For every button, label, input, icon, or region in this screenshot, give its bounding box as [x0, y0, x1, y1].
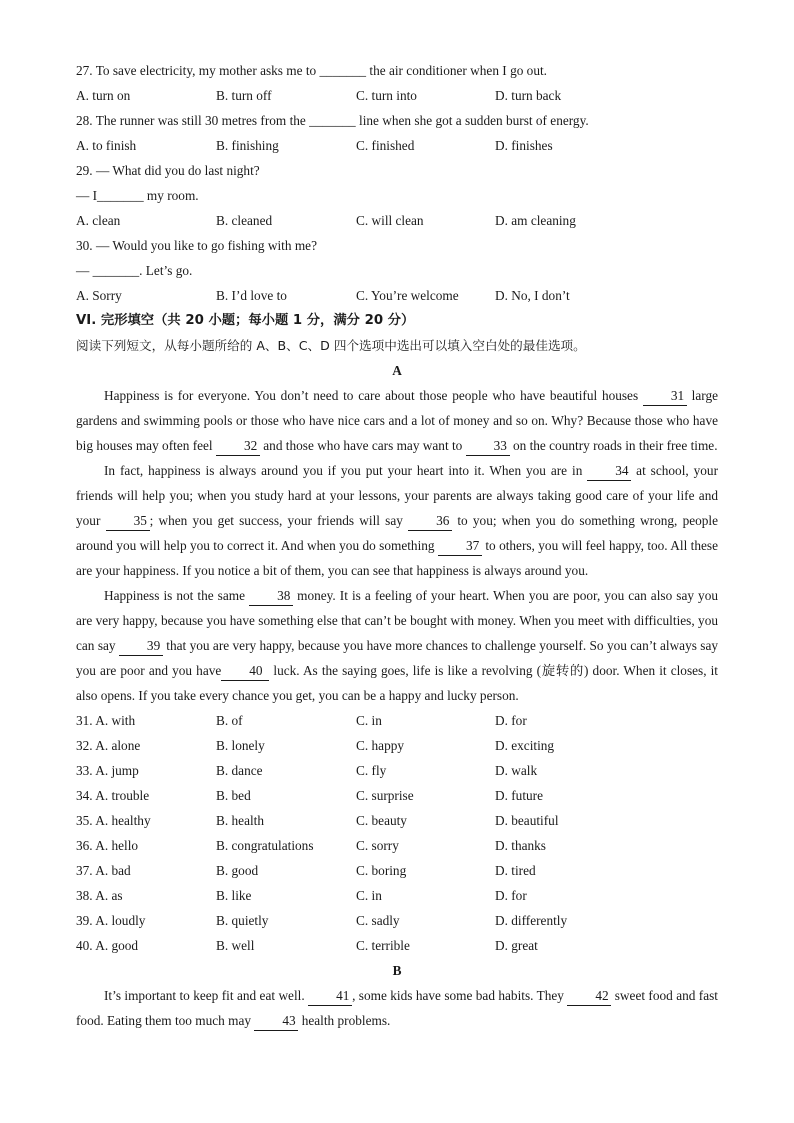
option-c: C. terrible	[356, 938, 410, 953]
option-b: B. well	[216, 938, 255, 953]
option-d: D. turn back	[495, 88, 562, 103]
text-run: It’s important to keep fit and eat well.	[104, 988, 309, 1003]
option-d: D. thanks	[495, 838, 546, 853]
option-c: C. will clean	[356, 213, 424, 228]
option-b: B. cleaned	[216, 213, 273, 228]
option-c: C. sadly	[356, 913, 400, 928]
text-run: sweet food and fast food. Eating them too much may	[76, 988, 719, 1028]
blank-33: 33	[466, 438, 510, 456]
text-run: large gardens and swimming pools or those who have nice cars and a lot of money and so on. Why? Because those who have big houses may often feel	[76, 388, 718, 453]
option-a: 34. A. trouble	[76, 788, 150, 803]
blank-37: 37	[438, 538, 482, 556]
option-a: 33. A. jump	[76, 763, 139, 778]
choice-row-32	[76, 733, 718, 758]
option-c: C. happy	[356, 738, 405, 753]
blank-34: 34	[587, 463, 631, 481]
blank-38: 38	[249, 588, 293, 606]
option-b: B. of	[216, 713, 243, 728]
passage-a-paragraph-2	[76, 458, 718, 583]
question-29-options	[76, 208, 718, 233]
text-run: to others, you will feel happy, too. All these are your happiness. If you notice a bit of them, you can see that happiness is always around you.	[76, 538, 718, 578]
question-30-reply: — _______. Let’s go.	[76, 263, 193, 278]
option-a: A. Sorry	[76, 288, 122, 303]
passage-a-paragraph-3	[76, 583, 718, 708]
blank-42: 42	[567, 988, 611, 1006]
option-a: 31. A. with	[76, 713, 136, 728]
text-run: that you are very happy, because you have more chances to challenge yourself. So you can’t always say you are poor and you have	[76, 638, 718, 678]
text-run: Happiness is for everyone. You don’t need to care about those people who have beautiful houses	[104, 388, 643, 403]
text-run: money. It is a feeling of your heart. When you are poor, you can also say you are very happy, because you have something else that can’t be bought with money. When you meet with difficulties, you can say	[76, 588, 718, 653]
option-a: A. to finish	[76, 138, 137, 153]
blank-35: 35	[106, 513, 150, 531]
option-b: B. turn off	[216, 88, 272, 103]
text-run: at school, your friends will help you; when you study hard at your lessons, your parents are always taking good care of your life and your	[76, 463, 719, 528]
option-b: B. health	[216, 813, 265, 828]
option-c: C. beauty	[356, 813, 407, 828]
question-28-stem: 28. The runner was still 30 metres from the _______ line when she got a sudden burst of energy.	[76, 113, 589, 128]
passage-a-label: A	[392, 363, 402, 378]
option-a: 32. A. alone	[76, 738, 141, 753]
option-b: B. congratulations	[216, 838, 314, 853]
blank-40: 40	[221, 663, 269, 681]
option-c: C. surprise	[356, 788, 414, 803]
question-27-options	[76, 83, 718, 108]
option-d: D. exciting	[495, 738, 555, 753]
option-a: 40. A. good	[76, 938, 139, 953]
text-run: ; when you get success, your friends will say	[149, 513, 409, 528]
text-run: In fact, happiness is always around you if you put your heart into it. When you are in	[104, 463, 588, 478]
option-a: 38. A. as	[76, 888, 123, 903]
option-b: B. like	[216, 888, 252, 903]
choice-row-40	[76, 933, 718, 958]
option-d: D. No, I don’t	[495, 288, 570, 303]
question-30-options	[76, 283, 718, 308]
question-29-reply: — I_______ my room.	[76, 188, 199, 203]
option-c: C. in	[356, 888, 382, 903]
choice-row-33	[76, 758, 718, 783]
option-b: B. I’d love to	[216, 288, 287, 303]
blank-31: 31	[643, 388, 687, 406]
choice-row-36	[76, 833, 718, 858]
choice-row-39	[76, 908, 718, 933]
question-30-stem: 30. — Would you like to go fishing with me?	[76, 238, 317, 253]
option-c: C. sorry	[356, 838, 399, 853]
passage-b-paragraph-1	[76, 983, 718, 1033]
option-a: A. clean	[76, 213, 121, 228]
option-d: D. future	[495, 788, 543, 803]
passage-a-choices	[76, 708, 718, 958]
question-27-stem: 27. To save electricity, my mother asks me to _______ the air conditioner when I go out.	[76, 63, 548, 78]
option-b: B. dance	[216, 763, 263, 778]
option-b: B. bed	[216, 788, 251, 803]
option-a: A. turn on	[76, 88, 131, 103]
passage-b-label: B	[392, 963, 402, 978]
option-b: B. lonely	[216, 738, 265, 753]
passage-a-paragraph-1	[76, 383, 718, 458]
text-run: to you; when you do something wrong, people around you will help you to correct it. And when you do something	[76, 513, 719, 553]
option-a: 39. A. loudly	[76, 913, 146, 928]
option-d: D. finishes	[495, 138, 553, 153]
option-d: D. differently	[495, 913, 568, 928]
option-d: D. am cleaning	[495, 213, 576, 228]
text-run: on the country roads in their free time.	[509, 438, 718, 453]
option-d: D. great	[495, 938, 538, 953]
option-d: D. for	[495, 888, 527, 903]
option-b: B. good	[216, 863, 259, 878]
option-b: B. quietly	[216, 913, 269, 928]
blank-41: 41	[308, 988, 352, 1006]
choice-row-34	[76, 783, 718, 808]
choice-row-35	[76, 808, 718, 833]
option-c: C. in	[356, 713, 382, 728]
option-a: 37. A. bad	[76, 863, 131, 878]
blank-43: 43	[254, 1013, 298, 1031]
exam-page	[76, 58, 718, 1033]
text-run: luck. As the saying goes, life is like a revolving (旋转的) door. When it closes, it also opens. If you take every chance you get, you can be a happy and lucky person.	[76, 663, 719, 703]
option-c: C. turn into	[356, 88, 417, 103]
option-b: B. finishing	[216, 138, 279, 153]
question-29-stem: 29. — What did you do last night?	[76, 163, 260, 178]
text-run: health problems.	[298, 1013, 391, 1028]
option-d: D. beautiful	[495, 813, 559, 828]
text-run: Happiness is not the same	[104, 588, 250, 603]
option-d: D. for	[495, 713, 527, 728]
blank-39: 39	[119, 638, 163, 656]
section-title: VI. 完形填空（共 20 小题；每小题 1 分，满分 20 分）	[76, 313, 415, 328]
blank-32: 32	[216, 438, 260, 456]
option-d: D. tired	[495, 863, 536, 878]
choice-row-37	[76, 858, 718, 883]
blank-36: 36	[408, 513, 452, 531]
text-run: and those who have cars may want to	[259, 438, 466, 453]
choice-row-38	[76, 883, 718, 908]
option-c: C. finished	[356, 138, 415, 153]
text-run: , some kids have some bad habits. They	[352, 988, 568, 1003]
option-c: C. boring	[356, 863, 407, 878]
question-28-options	[76, 133, 718, 158]
option-c: C. fly	[356, 763, 387, 778]
option-d: D. walk	[495, 763, 538, 778]
option-a: 36. A. hello	[76, 838, 139, 853]
option-a: 35. A. healthy	[76, 813, 151, 828]
section-instruction: 阅读下列短文，从每小题所给的 A、B、C、D 四个选项中选出可以填入空白处的最佳选项。	[76, 338, 586, 353]
choice-row-31	[76, 708, 718, 733]
option-c: C. You’re welcome	[356, 288, 459, 303]
